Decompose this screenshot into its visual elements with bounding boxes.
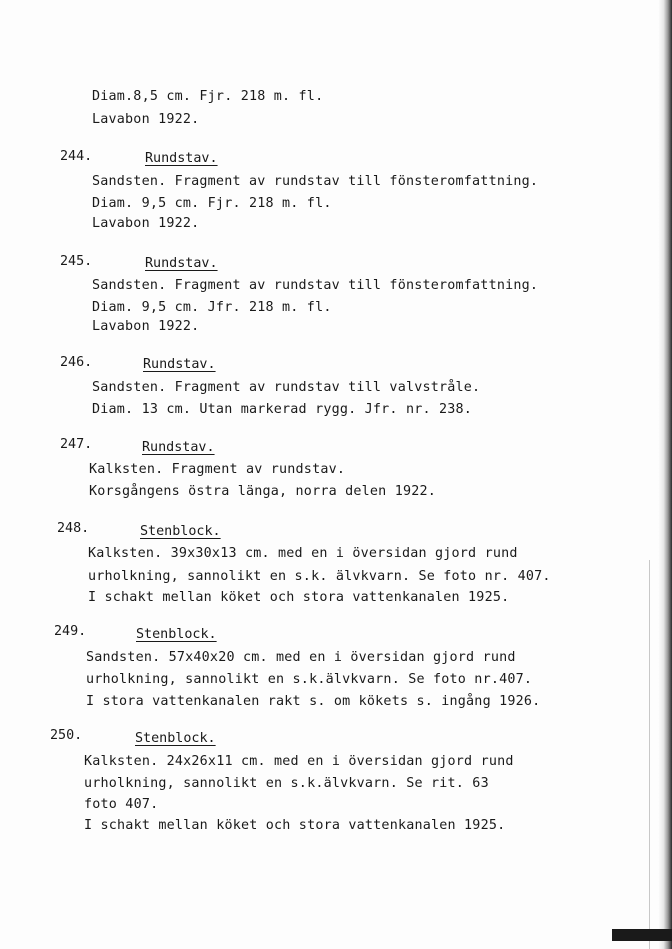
- entry-heading: Rundstav.: [143, 357, 216, 372]
- text-line: Diam. 9,5 cm. Jfr. 218 m. fl.: [92, 300, 332, 315]
- scan-edge-shadow: [658, 0, 672, 949]
- entry-number: 245.: [60, 254, 93, 269]
- text-line: Sandsten. 57x40x20 cm. med en i översidan gjord rund: [86, 650, 516, 665]
- entry-heading: Rundstav.: [145, 256, 218, 271]
- text-line: urholkning, sannolikt en s.k.älvkvarn. Se rit. 63: [84, 776, 489, 791]
- text-line: urholkning, sannolikt en s.k. älvkvarn. Se foto nr. 407.: [88, 569, 551, 584]
- text-line: Sandsten. Fragment av rundstav till valvstråle.: [92, 380, 481, 395]
- entry-heading: Rundstav.: [145, 151, 218, 166]
- entry-heading: Stenblock.: [140, 524, 221, 539]
- text-line: Lavabon 1922.: [92, 216, 200, 231]
- text-line: Diam.8,5 cm. Fjr. 218 m. fl.: [92, 89, 324, 104]
- text-line: Sandsten. Fragment av rundstav till fönsteromfattning.: [92, 174, 539, 189]
- entry-heading: Stenblock.: [135, 731, 216, 746]
- text-line: I schakt mellan köket och stora vattenkanalen 1925.: [88, 590, 510, 605]
- text-line: urholkning, sannolikt en s.k.älvkvarn. Se foto nr.407.: [86, 672, 533, 687]
- text-line: foto 407.: [84, 797, 159, 812]
- text-line: Lavabon 1922.: [92, 319, 200, 334]
- text-line: Lavabon 1922.: [92, 112, 200, 127]
- text-line: I schakt mellan köket och stora vattenkanalen 1925.: [84, 818, 506, 833]
- entry-number: 250.: [50, 728, 83, 743]
- entry-number: 249.: [54, 624, 87, 639]
- text-line: Sandsten. Fragment av rundstav till fönsteromfattning.: [92, 278, 539, 293]
- text-line: Kalksten. Fragment av rundstav.: [89, 462, 346, 477]
- text-line: Kalksten. 24x26x11 cm. med en i översidan gjord rund: [84, 754, 514, 769]
- text-line: Diam. 13 cm. Utan markerad rygg. Jfr. nr. 238.: [92, 402, 473, 417]
- entry-number: 248.: [57, 521, 90, 536]
- entry-heading: Stenblock.: [136, 627, 217, 642]
- scan-edge-line: [649, 560, 650, 949]
- scan-corner-mark: [612, 929, 672, 941]
- text-line: Kalksten. 39x30x13 cm. med en i översidan gjord rund: [88, 546, 518, 561]
- text-line: Korsgångens östra länga, norra delen 1922.: [89, 484, 436, 499]
- entry-number: 246.: [60, 355, 93, 370]
- text-line: I stora vattenkanalen rakt s. om kökets s. ingång 1926.: [86, 694, 541, 709]
- entry-heading: Rundstav.: [142, 440, 215, 455]
- entry-number: 244.: [60, 149, 93, 164]
- entry-number: 247.: [60, 437, 93, 452]
- text-line: Diam. 9,5 cm. Fjr. 218 m. fl.: [92, 196, 332, 211]
